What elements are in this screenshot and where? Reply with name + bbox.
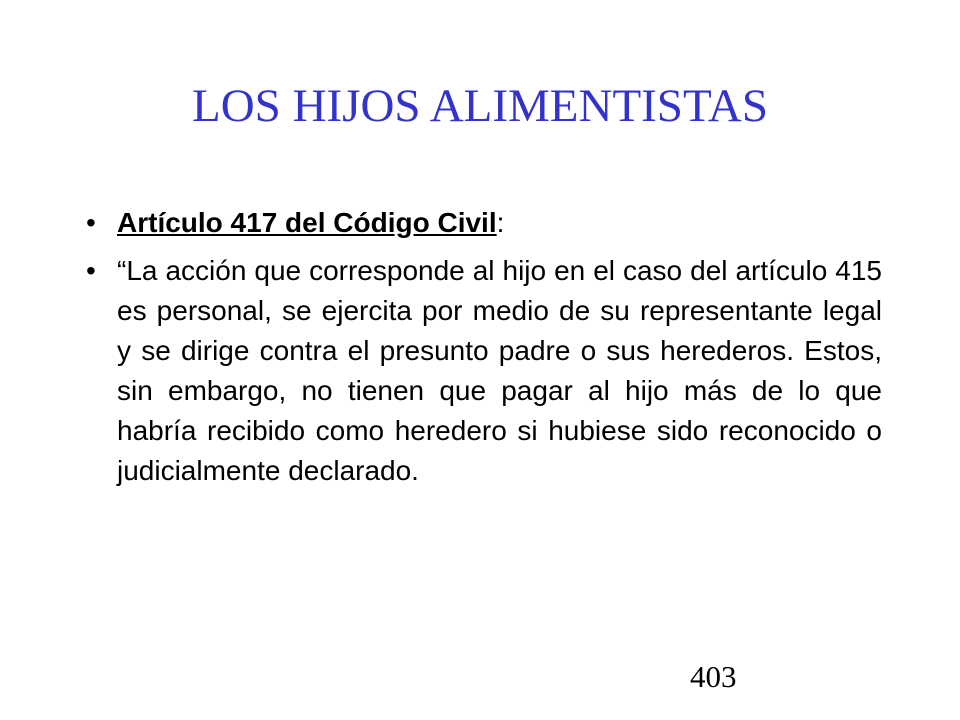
slide-title: LOS HIJOS ALIMENTISTAS (192, 80, 768, 132)
article-quote: “La acción que corresponde al hijo en el caso del artículo 415 es personal, se ejercita por medio de su representante legal y se dirige contra el presunto padre o sus herederos. Estos, sin embargo, no tienen que pagar al hijo más de lo que habría recibido como heredero si hubiese sido reconocido o judicialmente declarado. (117, 255, 882, 486)
article-heading-colon: : (496, 207, 505, 238)
bullet-marker: • (86, 255, 96, 286)
bullet-marker: • (86, 207, 96, 238)
bullet-item-article-quote (86, 251, 882, 491)
bullet-list (86, 203, 882, 499)
bullet-item-article-heading (86, 203, 882, 243)
page-number: 403 (690, 659, 737, 694)
article-heading: Artículo 417 del Código Civil (117, 207, 497, 238)
